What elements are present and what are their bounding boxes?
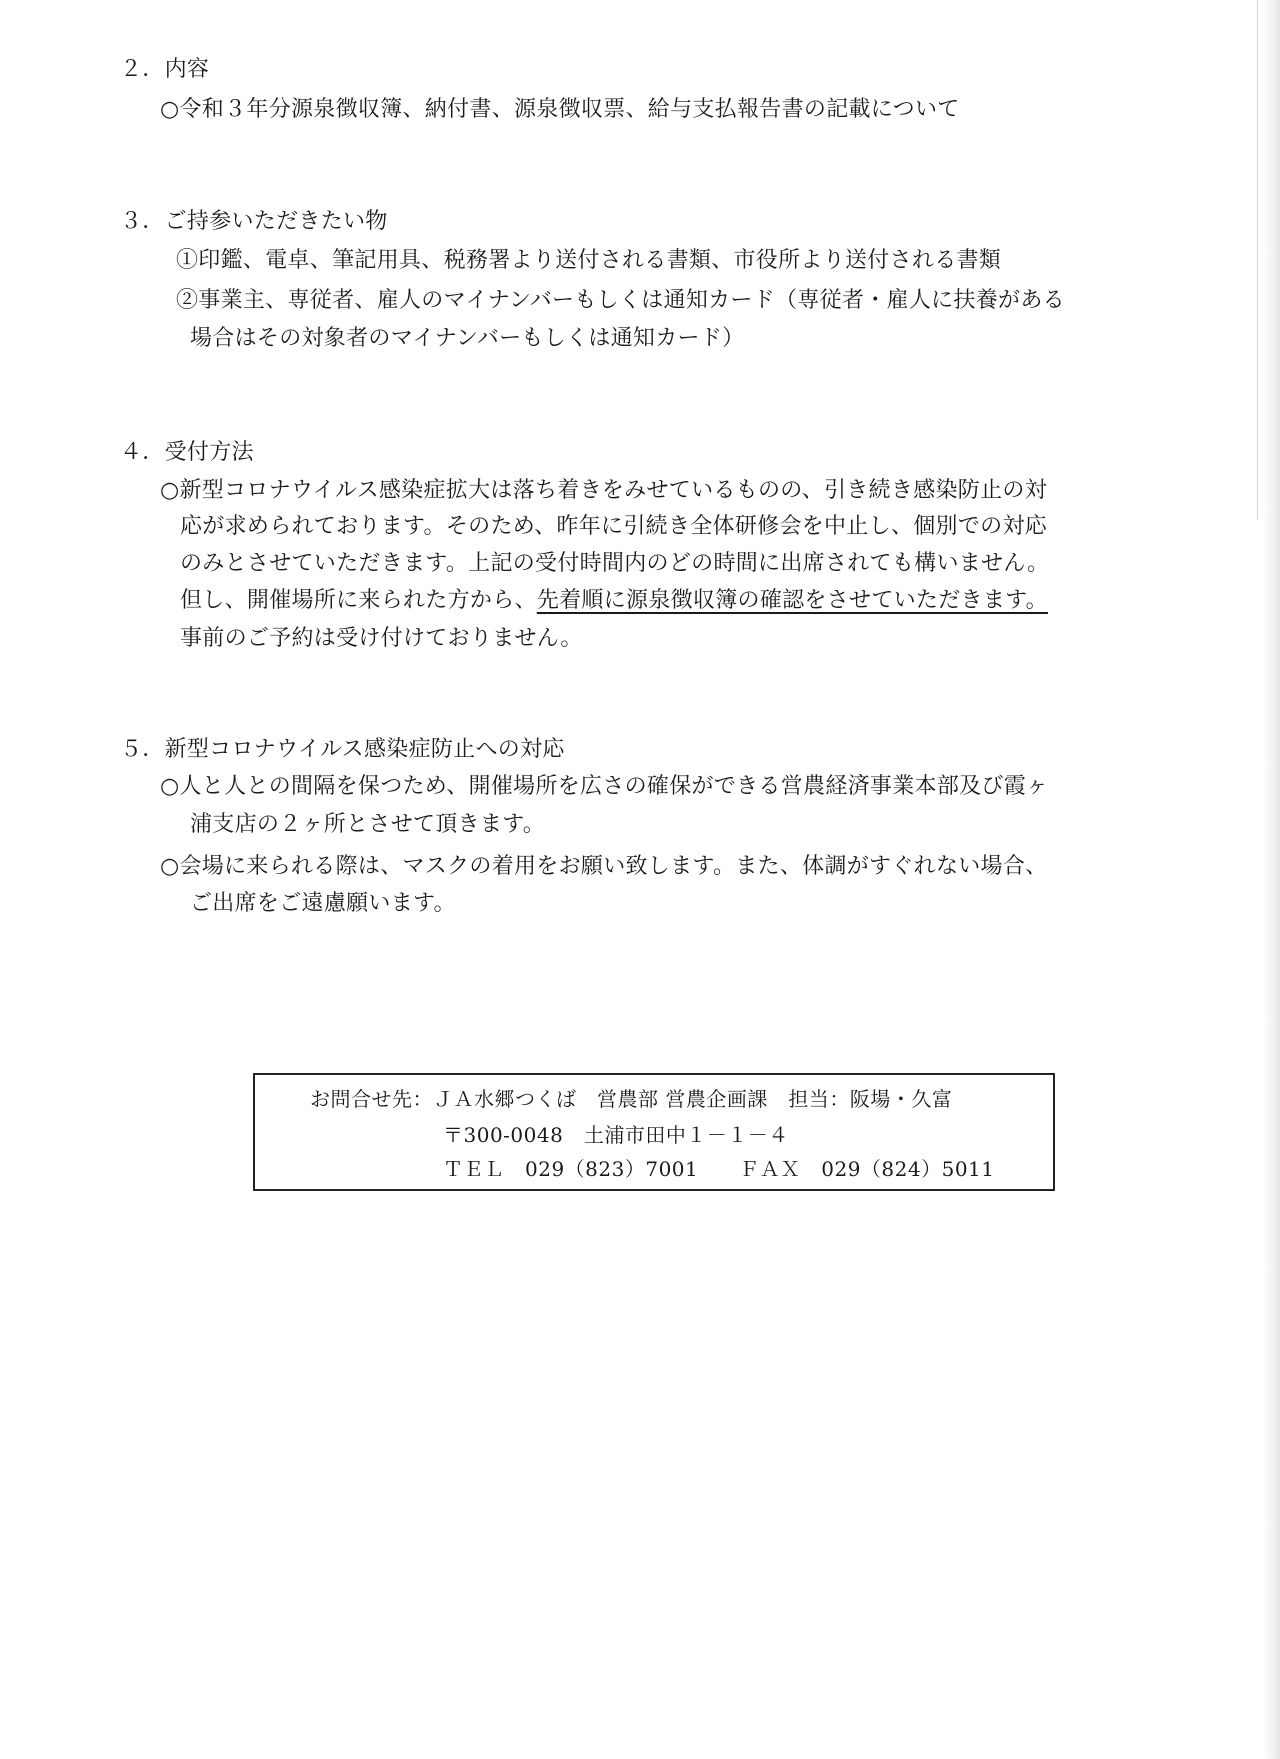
- section-5-line-1: ○人と人との間隔を保つため、開催場所を広さの確保ができる営農経済事業本部及び霞ヶ: [160, 774, 1049, 799]
- section-4-line-3: のみとさせていただきます。上記の受付時間内のどの時間に出席されても構いません。: [180, 551, 1050, 576]
- contact-address: 〒300-0048 土浦市田中１－１－４: [443, 1123, 789, 1147]
- section-4-line-5: 事前のご予約は受け付けておりません。: [180, 626, 583, 651]
- section-2-heading: ２．内容: [120, 57, 210, 82]
- section-3-line-2: ②事業主、専従者、雇人のマイナンバーもしくは通知カード（専従者・雇人に扶養がある: [176, 288, 1065, 313]
- scan-edge-line: [1257, 0, 1258, 520]
- section-5-line-2: 浦支店の２ヶ所とさせて頂きます。: [190, 812, 546, 837]
- contact-box: [253, 1073, 1055, 1191]
- section-4-underlined-note: 先着順に源泉徴収簿の確認をさせていただきます。: [536, 588, 1048, 613]
- section-2-line-1: ○令和３年分源泉徴収簿、納付書、源泉徴収票、給与支払報告書の記載について: [160, 97, 960, 122]
- section-5-line-3: ○会場に来られる際は、マスクの着用をお願い致します。また、体調がすぐれない場合、: [160, 854, 1048, 879]
- section-4-heading: ４．受付方法: [120, 440, 254, 465]
- section-4-line-4: [180, 586, 1048, 616]
- section-5-line-4: ご出席をご遠慮願います。: [190, 891, 456, 916]
- section-4-line-4-plain: 但し、開催場所に来られた方から、: [180, 588, 537, 613]
- scan-edge-shadow: [1262, 0, 1280, 1759]
- section-5-heading: ５．新型コロナウイルス感染症防止への対応: [120, 737, 565, 762]
- section-3-heading: ３．ご持参いただきたい物: [120, 209, 388, 234]
- section-3-line-1: ①印鑑、電卓、筆記用具、税務署より送付される書類、市役所より送付される書類: [176, 248, 1002, 273]
- section-3-line-3: 場合はその対象者のマイナンバーもしくは通知カード）: [190, 326, 745, 351]
- section-4-line-2: 応が求められております。そのため、昨年に引続き全体研修会を中止し、個別での対応: [180, 514, 1048, 539]
- contact-line-1: お問合せ先：ＪＡ水郷つくば 営農部 営農企画課 担当：阪場・久富: [310, 1087, 953, 1111]
- section-4-line-1: ○新型コロナウイルス感染症拡大は落ち着きをみせているものの、引き続き感染防止の対: [160, 478, 1047, 503]
- contact-phone-fax: ＴＥＬ 029（823）7001 ＦＡＸ 029（824）5011: [443, 1157, 995, 1181]
